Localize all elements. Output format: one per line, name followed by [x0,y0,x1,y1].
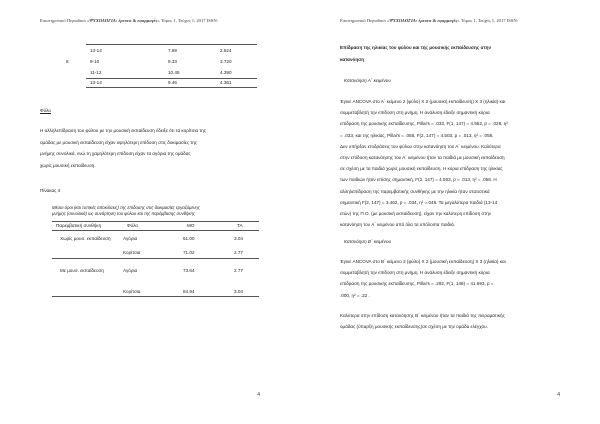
paragraph-line: ομάδας με μουσική εκπαίδευση είχαν υψηλότερη επίδοση στις δοκιμασίες της [40,139,197,145]
table-rule [86,87,257,88]
paragraph-line: Καλύτερα στην επίδοση κατανόησης Β΄ κειμένου ήταν τα παιδιά της πειραματικής [340,313,505,318]
table-cell-sex: Αγόρια [123,236,138,241]
paragraph-line: στην επίδοση κατανόησης του Α΄ κειμένου ήταν τα παιδιά με μουσική εκπαίδευση [340,155,505,161]
table-cell-sd: 3.04 [234,236,243,241]
paragraph-line: κατανόηση του Α΄ κειμένου από όλα τα υπόλοιπα παιδιά. [340,222,456,228]
caption-line: Μέσοι όροι (και τυπικές αποκλίσεις) της επίδοσης στις δοκιμασίες εργαζόμενης [52,205,200,210]
table-rule [52,296,259,297]
table-cell-sd: 4.390 [220,70,232,75]
paragraph-line: χωρίς μουσική εκπαίδευση. [40,162,96,168]
table-cell-mean: 73.64 [183,268,195,273]
subheading: Κατανόηση Α΄ κειμένου [344,78,391,83]
header-prefix: Επιστημονικό Περιοδικό « [340,18,390,23]
body-paragraph [340,256,572,301]
paragraph-line: συμμεταβλητή την επίδοση στη μνήμη. Η ανάλυση έδειξε σημαντική κύρια [340,270,490,276]
running-header [340,18,590,24]
table-cell-sd: 3.04 [234,289,243,294]
table-cell-mean: 7.69 [168,48,177,53]
section-title: Φύλο [40,108,51,113]
paragraph-line: ομάδας (ύπαρξη μουσικής εκπαίδευσης)σε σχέση με την ομάδα ελέγχου. [340,324,488,330]
table-cell-sd: 3.720 [220,59,232,64]
table-rule [86,78,257,79]
heading-line: κατανόηση [340,57,365,62]
table-cell-age: 11-12 [90,70,102,75]
paragraph-line: σημαντική F(2, 147) = 3.462, p = .034, η² =.045. Τα μεγαλύτερα παιδιά (13-14 [340,199,498,205]
table-cell-mean: 84.94 [183,289,195,294]
paragraph-line: Η αλληλεπίδραση του φύλου με την μουσική εκπαίδευση έδειξε ότι τα κορίτσια της [40,128,206,133]
paragraph-line: = .033, και της ηλικίας, Pillai's = .058, F(2, 147) = 4.503, p = .013, η² = .058. [340,132,494,138]
table-rule [52,230,259,231]
table-cell-sex: Κορίτσια [123,289,141,294]
table-cell-mean: 9.33 [168,59,177,64]
column-header: ΤΑ [237,223,243,228]
paragraph-line: Έγινε ANCOVA στο Α΄ κείμενο 2 (φύλο) Χ 2 (μουσική εκπαίδευση) Χ 3 (ηλικία) και [340,99,506,104]
paragraph-line: Δεν υπήρξαν επιδράσεις του φύλου στην κατανόηση του Α΄ κειμένου. Καλύτερα [340,143,501,149]
table-cell-mean: 9.46 [168,80,177,85]
header-prefix: Επιστημονικό Περιοδικό « [40,18,90,23]
table-cell-sex: Αγόρια [123,268,138,273]
paragraph-line: Έγινε ANCOVA στο Β΄ κείμενο 2 (φύλο) Χ 2 (μουσική εκπαίδευση) Χ 3 (ηλικία) και [340,259,506,264]
right-page [300,0,600,424]
table-cell-mean: 71.02 [183,250,195,255]
table-cell-age: 9-10 [90,59,100,64]
table-rule [86,44,257,45]
column-header: Παρεμβατική συνθήκη [56,223,102,228]
paragraph-line: μνήμης συνολικά, ενώ τη χαμηλότερη επίδοση είχαν τα αγόρια της ομάδας [40,151,191,156]
header-journal: ΨΥΧΟΛΟΓΙΑ: έρευνα & εφαρμογές [389,18,458,23]
running-header [40,18,290,24]
table-group-label: 8 [66,59,69,64]
paragraph-line: ετών) της Π.Ο. (με μουσική εκπαίδευση), είχαν την καλύτερη επίδοση στην [340,211,491,217]
caption-line: μνήμης (συνολικά) ως συνάρτηση του φύλου και της παρέμβασης συνθήκης [52,211,195,216]
heading-line: Επίδραση της ηλικίας του φύλου και της μουσικής εκπαίδευσης στην [340,45,491,50]
page-number: 4 [557,392,560,398]
header-suffix: » Τόμος 1, Τεύχος 1, 2017 ISSN: [157,18,218,23]
table-title: Πίνακας 4 [40,188,61,193]
column-header: Φύλο [127,223,138,228]
table-cell-age: 13-14 [90,48,102,53]
table-cell-age: 13-14 [90,80,102,85]
section-heading [340,42,572,66]
column-header: ΜΟ [187,223,195,228]
body-paragraph [40,125,262,171]
header-suffix: » Τόμος 1, Τεύχος 1, 2017 ISSN: [457,18,518,23]
table-rule [52,221,259,222]
paragraph-line: αλληλεπίδραση της παρεμβατικής συνθήκης με την ηλικία ήταν στατιστικά [340,188,490,194]
table-cell-condition: Με μουσ. εκπαίδευση [60,268,104,273]
page-number: 4 [257,392,260,398]
table-caption [52,205,262,217]
paragraph-line: επίδραση της μουσικής εκπαίδευσης, Pillai's = .292, F(1, 148) = 41.693, p = [340,281,494,287]
header-journal: ΨΥΧΟΛΟΓΙΑ: έρευνα & εφαρμογές [89,18,158,23]
paragraph-line: .000, η² = .22 . [340,292,370,298]
subheading: Κατανόηση Β΄ κειμένου [344,239,392,244]
table-cell-sd: 2.524 [220,48,232,53]
table-cell-sd: 2.77 [234,268,243,273]
table-cell-mean: 10.45 [168,70,180,75]
table-cell-mean: 61.00 [183,236,195,241]
table-cell-condition: Χωρίς μουσ. εκπαίδευση [60,236,111,241]
paragraph-line: συμμεταβλητή την επίδοση στη μνήμη. Η ανάλυση έδειξε σημαντική κύρια [340,110,490,116]
table-cell-sd: 4.361 [220,80,232,85]
body-paragraph [340,96,572,230]
paragraph-line: σε σχέση με τα παιδιά χωρίς μουσική εκπαίδευση. Η κύρια επίδραση της ηλικίας [340,166,503,172]
table-cell-sex: Κορίτσια [123,250,141,255]
paragraph-line: επίδραση της μουσικής εκπαίδευσης, Pillai's = .033, F(1, 147) = 4.952, p = .028, η² [340,121,508,127]
table-cell-sd: 2.77 [234,250,243,255]
table-rule [52,258,259,259]
paragraph-line: των παιδιών ήταν επίσης σημαντική, F(2, 147) = 4.503, p = .013, η² = .058. Η [340,177,497,183]
body-paragraph [340,310,572,332]
